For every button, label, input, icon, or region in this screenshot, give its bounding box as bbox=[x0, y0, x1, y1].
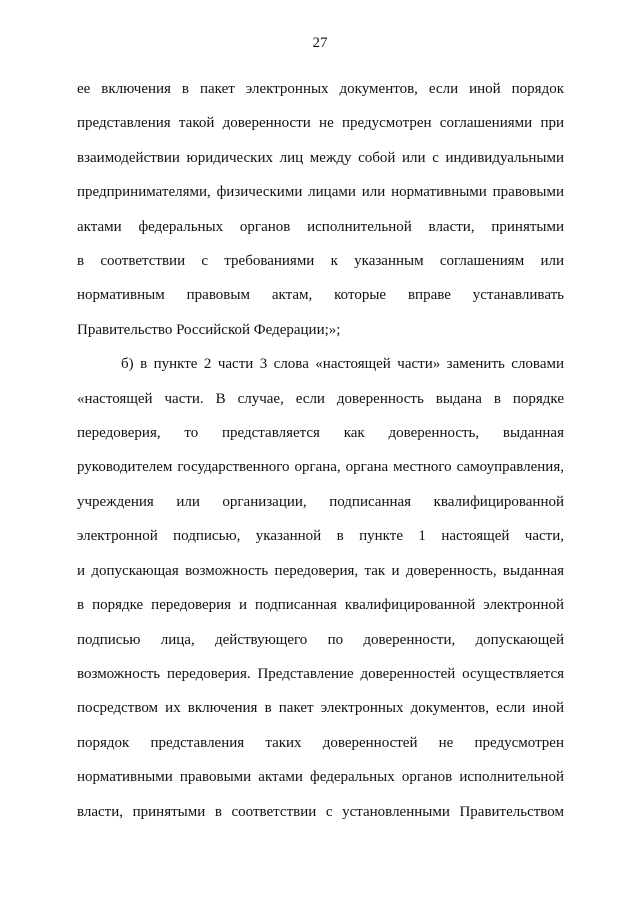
text-line: предпринимателями, физическими лицами или нормативными правовыми bbox=[77, 184, 564, 201]
text-line: возможность передоверия. Представление доверенностей осуществляется bbox=[77, 665, 564, 682]
text-line: власти, принятыми в соответствии с установленными Правительством bbox=[77, 803, 564, 820]
text-line: ее включения в пакет электронных документов, если иной порядок bbox=[77, 81, 564, 97]
paragraph-continuation bbox=[77, 72, 564, 347]
text-line: посредством их включения в пакет электронных документов, если иной bbox=[77, 700, 564, 717]
text-line: учреждения или организации, подписанная квалифицированной bbox=[77, 493, 564, 510]
text-line: взаимодействии юридических лиц между собой или с индивидуальными bbox=[77, 149, 564, 166]
text-line: в порядке передоверия и подписанная квалифицированной электронной bbox=[77, 597, 564, 614]
text-line: электронной подписью, указанной в пункте 1 настоящей части, bbox=[77, 528, 564, 545]
text-line: руководителем государственного органа, органа местного самоуправления, bbox=[77, 459, 564, 476]
text-line: «настоящей части. В случае, если доверенность выдана в порядке bbox=[77, 390, 564, 407]
document-body bbox=[77, 72, 564, 829]
text-line: актами федеральных органов исполнительной власти, принятыми bbox=[77, 218, 564, 235]
text-line: нормативными правовыми актами федеральных органов исполнительной bbox=[77, 769, 564, 786]
text-line: порядок представления таких доверенностей не предусмотрен bbox=[77, 734, 564, 751]
text-line: в соответствии с требованиями к указанным соглашениям или bbox=[77, 253, 564, 270]
paragraph-item-b bbox=[77, 347, 564, 829]
text-line: представления такой доверенности не предусмотрен соглашениями при bbox=[77, 115, 564, 132]
text-line: подписью лица, действующего по доверенности, допускающей bbox=[77, 631, 564, 648]
page-number: 27 bbox=[312, 35, 328, 51]
text-line: и допускающая возможность передоверия, так и доверенность, выданная bbox=[77, 562, 564, 579]
text-line: Правительство Российской Федерации;»; bbox=[77, 321, 341, 338]
text-line: б) в пункте 2 части 3 слова «настоящей части» заменить словами bbox=[121, 356, 564, 373]
text-line: передоверия, то представляется как доверенность, выданная bbox=[77, 425, 564, 442]
text-line: нормативным правовым актам, которые вправе устанавливать bbox=[77, 287, 564, 304]
